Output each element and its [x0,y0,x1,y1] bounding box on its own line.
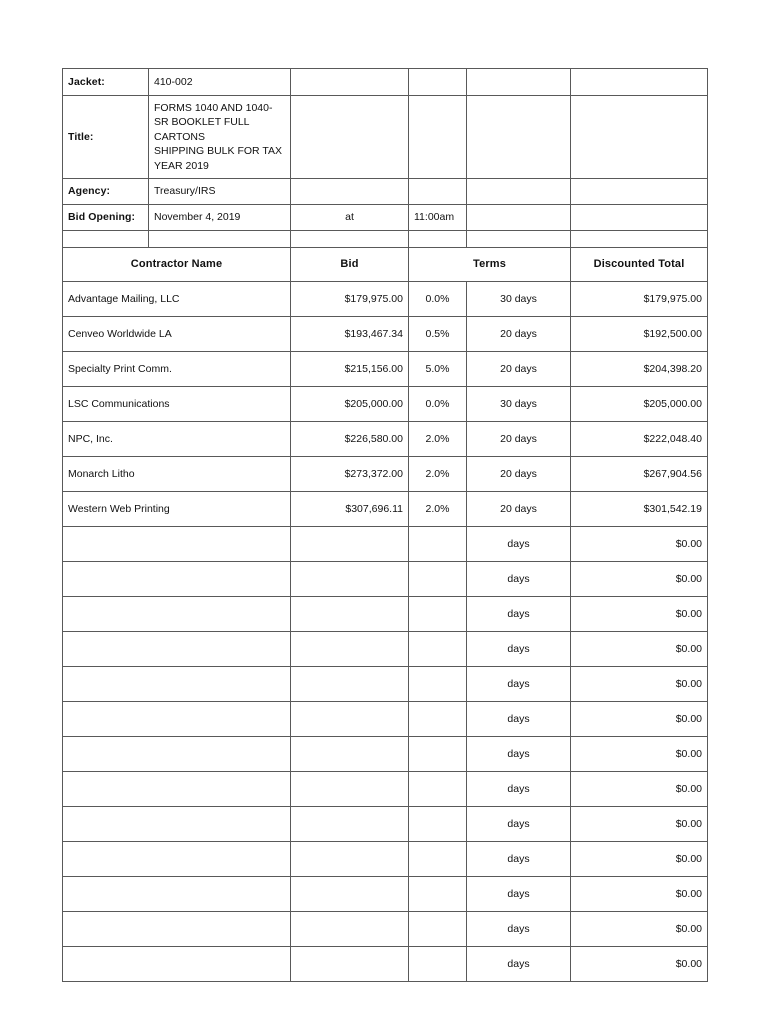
blank-row-8-bid [291,772,409,807]
table-row [63,527,708,562]
title-row [63,96,708,179]
column-header-contractor-name: Contractor Name [63,248,291,282]
bid-opening-at-label: at [291,205,409,231]
blank-row-5-discounted-total: $0.00 [571,667,708,702]
bid-opening-empty-cell-6 [571,205,708,231]
blank-row-13-discounted-total: $0.00 [571,947,708,982]
blank-row-9-bid [291,807,409,842]
blank-row-1-bid [291,527,409,562]
blank-row-9-discounted-total: $0.00 [571,807,708,842]
jacket-row [63,69,708,96]
spacer-cell-1 [63,231,149,248]
bid-opening-row [63,205,708,231]
blank-row-12-bid [291,912,409,947]
blank-row-10-terms-days: days [467,842,571,877]
bid-row-2-contractor: Cenveo Worldwide LA [63,317,291,352]
table-row [63,457,708,492]
blank-row-5-contractor [63,667,291,702]
blank-row-5-terms-days: days [467,667,571,702]
blank-row-1-discounted-total: $0.00 [571,527,708,562]
title-line-1: FORMS 1040 AND 1040- [154,101,273,114]
bid-row-7-discounted-total: $301,542.19 [571,492,708,527]
blank-row-4-discounted-total: $0.00 [571,632,708,667]
table-row [63,772,708,807]
title-line-3: CARTONS [154,130,205,143]
bid-opening-date: November 4, 2019 [149,205,291,231]
bid-row-3-bid: $215,156.00 [291,352,409,387]
bid-row-1-bid: $179,975.00 [291,282,409,317]
table-row [63,317,708,352]
bid-row-4-discounted-total: $205,000.00 [571,387,708,422]
blank-row-10-discount-pct [409,842,467,877]
blank-row-5-discount-pct [409,667,467,702]
jacket-empty-cell-5 [467,69,571,96]
blank-row-13-bid [291,947,409,982]
blank-row-11-discount-pct [409,877,467,912]
table-row [63,632,708,667]
table-row [63,597,708,632]
bid-row-5-discounted-total: $222,048.40 [571,422,708,457]
bid-row-5-bid: $226,580.00 [291,422,409,457]
bid-row-7-bid: $307,696.11 [291,492,409,527]
spacer-cell-2 [149,231,291,248]
bid-abstract-page [62,68,707,982]
agency-value: Treasury/IRS [149,179,291,205]
bid-row-1-discount-pct: 0.0% [409,282,467,317]
blank-row-5-bid [291,667,409,702]
bid-row-5-terms-days: 20 days [467,422,571,457]
blank-row-13-terms-days: days [467,947,571,982]
bid-row-4-bid: $205,000.00 [291,387,409,422]
blank-row-7-terms-days: days [467,737,571,772]
bid-row-7-terms-days: 20 days [467,492,571,527]
table-row [63,842,708,877]
agency-empty-cell-4 [409,179,467,205]
bid-opening-time: 11:00am [409,205,467,231]
title-label: Title: [63,96,149,179]
blank-row-10-discounted-total: $0.00 [571,842,708,877]
blank-row-8-terms-days: days [467,772,571,807]
blank-row-9-terms-days: days [467,807,571,842]
blank-row-7-contractor [63,737,291,772]
bid-row-3-contractor: Specialty Print Comm. [63,352,291,387]
bid-row-3-discount-pct: 5.0% [409,352,467,387]
table-row [63,947,708,982]
blank-row-12-discount-pct [409,912,467,947]
title-value [149,96,291,179]
blank-row-2-contractor [63,562,291,597]
blank-row-6-discounted-total: $0.00 [571,702,708,737]
bid-row-4-contractor: LSC Communications [63,387,291,422]
blank-row-8-contractor [63,772,291,807]
blank-row-12-contractor [63,912,291,947]
jacket-label: Jacket: [63,69,149,96]
column-header-row [63,248,708,282]
table-row [63,912,708,947]
bid-row-6-discounted-total: $267,904.56 [571,457,708,492]
blank-row-13-discount-pct [409,947,467,982]
bid-row-1-discounted-total: $179,975.00 [571,282,708,317]
bid-rows-body [63,282,708,982]
column-header-discounted-total: Discounted Total [571,248,708,282]
bid-row-7-discount-pct: 2.0% [409,492,467,527]
blank-row-8-discount-pct [409,772,467,807]
blank-row-11-discounted-total: $0.00 [571,877,708,912]
bid-row-7-contractor: Western Web Printing [63,492,291,527]
title-empty-cell-3 [291,96,409,179]
bid-row-2-discount-pct: 0.5% [409,317,467,352]
blank-row-9-discount-pct [409,807,467,842]
blank-row-10-bid [291,842,409,877]
blank-row-6-discount-pct [409,702,467,737]
blank-row-3-bid [291,597,409,632]
bid-row-6-bid: $273,372.00 [291,457,409,492]
agency-empty-cell-3 [291,179,409,205]
blank-row-6-bid [291,702,409,737]
table-row [63,492,708,527]
jacket-empty-cell-6 [571,69,708,96]
bid-opening-label: Bid Opening: [63,205,149,231]
bid-row-3-discounted-total: $204,398.20 [571,352,708,387]
blank-row-2-bid [291,562,409,597]
blank-row-4-bid [291,632,409,667]
table-row [63,807,708,842]
blank-row-4-terms-days: days [467,632,571,667]
blank-row-7-bid [291,737,409,772]
bid-row-2-discounted-total: $192,500.00 [571,317,708,352]
bid-row-1-contractor: Advantage Mailing, LLC [63,282,291,317]
spacer-cell-4 [409,231,467,248]
spacer-cell-3 [291,231,409,248]
blank-row-12-discounted-total: $0.00 [571,912,708,947]
title-empty-cell-5 [467,96,571,179]
bid-row-6-contractor: Monarch Litho [63,457,291,492]
blank-row-13-contractor [63,947,291,982]
blank-row-6-terms-days: days [467,702,571,737]
table-row [63,562,708,597]
bid-abstract-table [62,68,708,982]
jacket-value: 410-002 [149,69,291,96]
table-row [63,282,708,317]
blank-row-3-contractor [63,597,291,632]
blank-row-3-terms-days: days [467,597,571,632]
bid-opening-empty-cell-5 [467,205,571,231]
column-header-terms: Terms [409,248,571,282]
blank-row-8-discounted-total: $0.00 [571,772,708,807]
blank-row-4-discount-pct [409,632,467,667]
bid-row-6-discount-pct: 2.0% [409,457,467,492]
table-row [63,877,708,912]
agency-empty-cell-5 [467,179,571,205]
blank-row-10-contractor [63,842,291,877]
table-row [63,737,708,772]
blank-row-3-discounted-total: $0.00 [571,597,708,632]
blank-row-11-contractor [63,877,291,912]
blank-row-1-contractor [63,527,291,562]
spacer-cell-6 [571,231,708,248]
title-empty-cell-6 [571,96,708,179]
agency-empty-cell-6 [571,179,708,205]
agency-label: Agency: [63,179,149,205]
blank-row-2-terms-days: days [467,562,571,597]
bid-row-2-terms-days: 20 days [467,317,571,352]
blank-row-6-contractor [63,702,291,737]
blank-row-7-discounted-total: $0.00 [571,737,708,772]
spacer-row [63,231,708,248]
blank-row-9-contractor [63,807,291,842]
table-row [63,702,708,737]
blank-row-11-bid [291,877,409,912]
table-row [63,387,708,422]
blank-row-1-terms-days: days [467,527,571,562]
bid-row-4-terms-days: 30 days [467,387,571,422]
jacket-empty-cell-3 [291,69,409,96]
blank-row-2-discounted-total: $0.00 [571,562,708,597]
table-row [63,422,708,457]
agency-row [63,179,708,205]
table-row [63,352,708,387]
title-empty-cell-4 [409,96,467,179]
blank-row-2-discount-pct [409,562,467,597]
bid-row-1-terms-days: 30 days [467,282,571,317]
blank-row-3-discount-pct [409,597,467,632]
blank-row-1-discount-pct [409,527,467,562]
table-row [63,667,708,702]
blank-row-11-terms-days: days [467,877,571,912]
bid-row-5-contractor: NPC, Inc. [63,422,291,457]
title-line-5: YEAR 2019 [154,159,209,172]
spacer-cell-5 [467,231,571,248]
bid-row-3-terms-days: 20 days [467,352,571,387]
bid-row-2-bid: $193,467.34 [291,317,409,352]
bid-row-6-terms-days: 20 days [467,457,571,492]
title-line-4: SHIPPING BULK FOR TAX [154,145,282,158]
title-line-2: SR BOOKLET FULL [154,116,250,129]
column-header-bid: Bid [291,248,409,282]
jacket-empty-cell-4 [409,69,467,96]
blank-row-4-contractor [63,632,291,667]
blank-row-12-terms-days: days [467,912,571,947]
bid-row-5-discount-pct: 2.0% [409,422,467,457]
blank-row-7-discount-pct [409,737,467,772]
bid-row-4-discount-pct: 0.0% [409,387,467,422]
